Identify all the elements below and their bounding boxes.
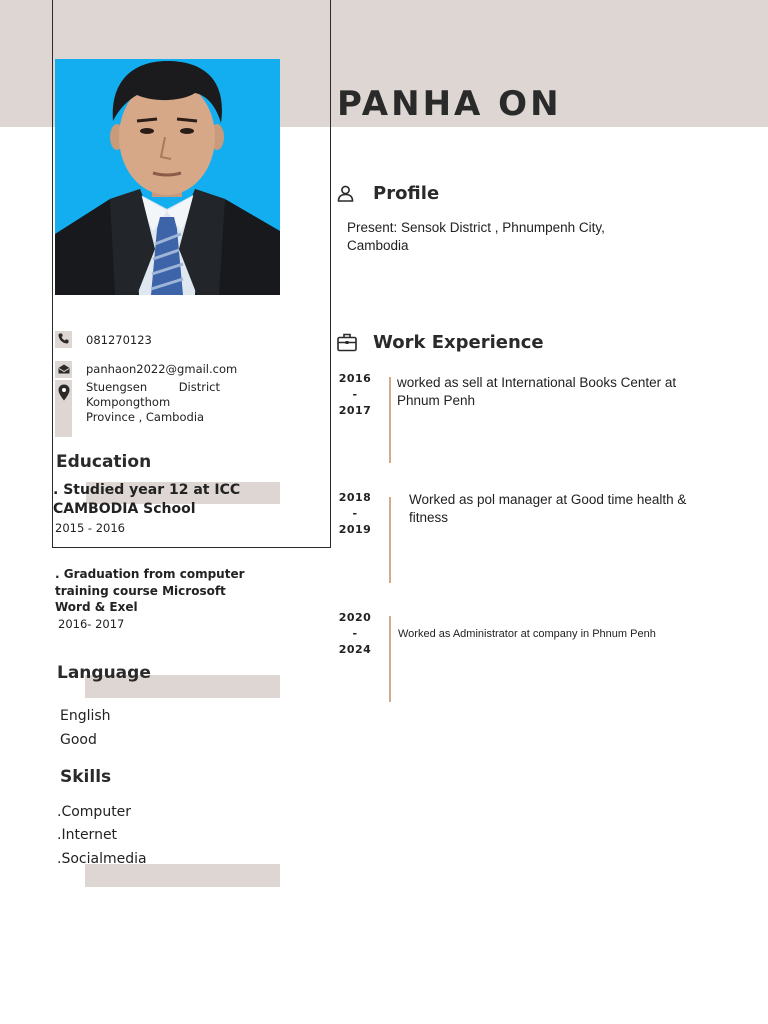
language-title: Language <box>57 663 151 683</box>
address-part: District <box>178 380 220 394</box>
job-year-sep: - <box>352 507 358 520</box>
address-part: Stuengsen <box>86 380 148 394</box>
phone-icon <box>55 331 72 348</box>
education-item: . Graduation from computer training course Microsoft Word & Exel <box>55 567 245 614</box>
job-year-end: 2017 <box>338 404 372 417</box>
profile-photo <box>55 59 280 295</box>
skill-item: .Computer <box>57 804 132 820</box>
education-title: Education <box>56 452 152 472</box>
skills-title: Skills <box>60 767 112 787</box>
address <box>86 380 220 425</box>
job-year-start: 2016 <box>338 372 372 385</box>
email-address: panhaon2022@gmail.com <box>86 362 238 376</box>
job-description: Worked as Administrator at company in Phnum Penh <box>398 628 656 640</box>
skill-item: .Socialmedia <box>57 851 147 867</box>
briefcase-icon <box>337 333 357 352</box>
job-description: worked as sell at International Books Center at Phnum Penh <box>397 375 677 408</box>
mail-icon <box>55 361 72 378</box>
location-icon <box>55 380 72 437</box>
skills-bar <box>85 864 280 887</box>
skill-item: .Internet <box>57 827 118 843</box>
address-line: Province , Cambodia <box>86 410 205 424</box>
profile-text: Present: Sensok District , Phnumpenh City, Cambodia <box>347 220 605 253</box>
job-description: Worked as pol manager at Good time health & fitness <box>409 492 687 525</box>
timeline-line <box>389 377 391 463</box>
work-experience-title: Work Experience <box>373 332 544 353</box>
education-item: . Studied year 12 at ICC CAMBODIA School <box>53 482 241 517</box>
job-year-end: 2019 <box>338 523 372 536</box>
language-item: English <box>60 708 111 724</box>
job-year-sep: - <box>352 627 358 640</box>
timeline-line <box>389 616 391 702</box>
education-years: 2016- 2017 <box>58 617 125 631</box>
language-item: Good <box>60 732 97 748</box>
job-year-start: 2020 <box>338 611 372 624</box>
person-name: PANHA ON <box>337 84 562 124</box>
person-icon <box>337 185 354 202</box>
job-year-start: 2018 <box>338 491 372 504</box>
profile-title: Profile <box>373 183 440 204</box>
education-years: 2015 - 2016 <box>55 521 125 535</box>
address-line: Kompongthom <box>86 395 171 409</box>
timeline-line <box>389 497 391 583</box>
job-year-end: 2024 <box>338 643 372 656</box>
job-year-sep: - <box>352 388 358 401</box>
phone-number: 081270123 <box>86 333 152 347</box>
